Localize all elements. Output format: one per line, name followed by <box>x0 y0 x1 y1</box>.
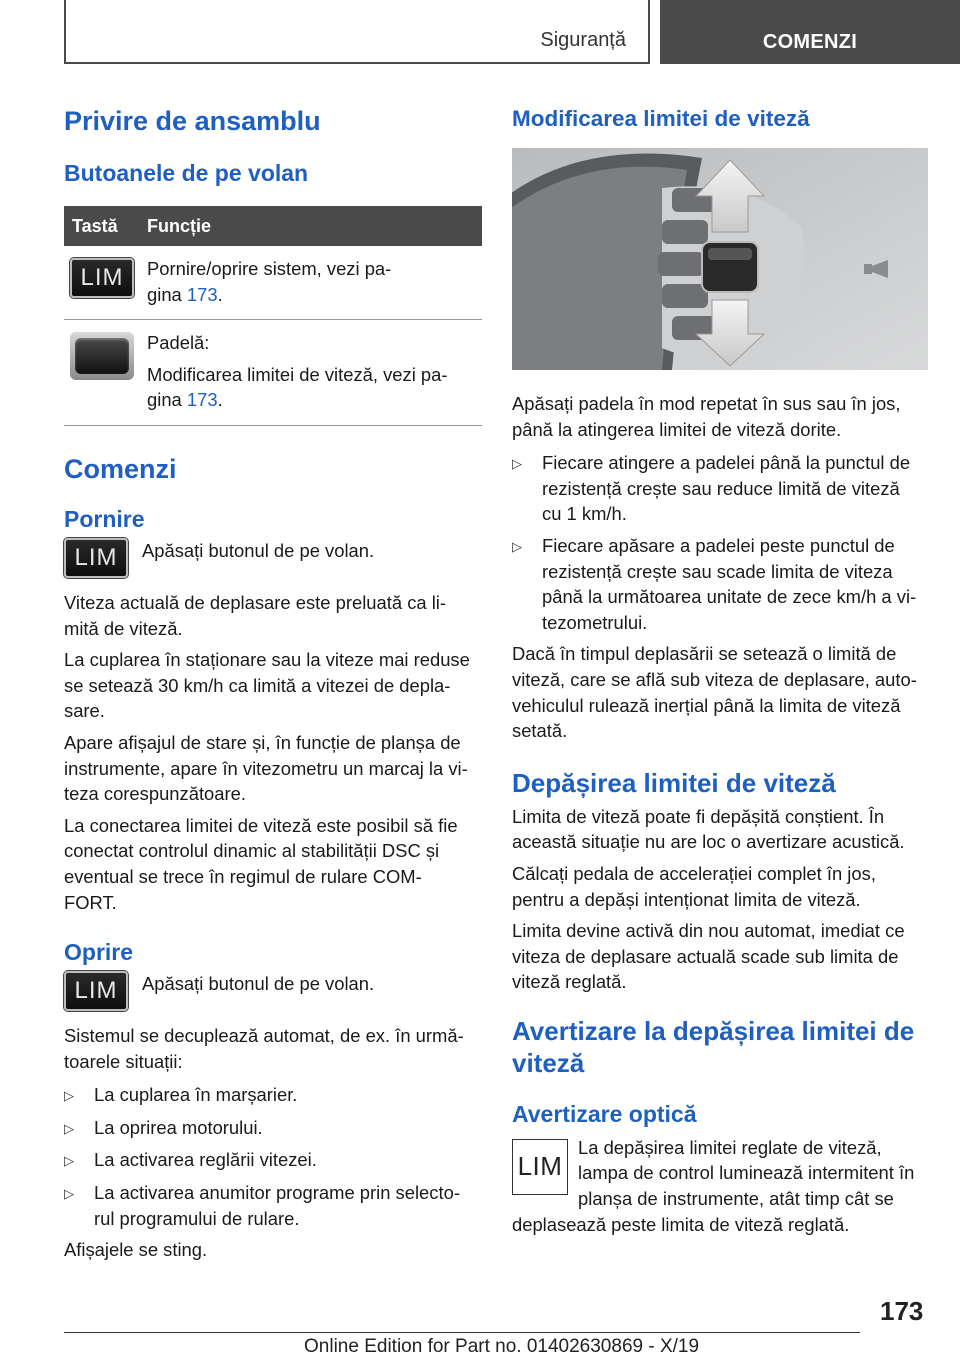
table-row <box>64 320 482 426</box>
stop-bullet-list <box>64 1082 482 1231</box>
page-link[interactable]: 173 <box>186 389 218 411</box>
list-item: ▷ La oprirea motorului. <box>64 1115 482 1142</box>
chapter-title: COMENZI <box>762 31 858 53</box>
heading-optical-warning: Avertizare optică <box>512 1100 697 1127</box>
heading-stop: Oprire <box>64 939 134 966</box>
modify-bullet-list <box>512 450 930 635</box>
page-link[interactable]: 173 <box>186 283 218 305</box>
right-column <box>512 96 930 1237</box>
stop-instruction: Apăsați butonul de pe volan. <box>142 973 375 995</box>
header-section-box <box>64 0 650 64</box>
heading-exceed-limit: Depășirea limitei de viteză <box>512 767 836 798</box>
paragraph: deplasează peste limita de viteză reglată. <box>512 1213 850 1235</box>
paragraph: Viteza actuală de deplasare este preluată ca li- mită de viteză. <box>64 591 447 639</box>
paragraph: Apăsați padela în mod repetat în sus sau în jos, până la atingerea limitei de viteză dorite. <box>512 393 901 440</box>
section-title: Siguranță <box>540 29 626 51</box>
lim-button-icon: LIM <box>70 258 134 298</box>
triangle-bullet-icon: ▷ <box>512 456 522 472</box>
lim-indicator-icon: LIM <box>512 1139 568 1195</box>
table-header-function: Funcție <box>147 215 212 236</box>
footer-edition: Online Edition for Part no. 01402630869 - X/19 <box>304 1336 700 1357</box>
heading-modify-limit: Modificarea limitei de viteză <box>512 106 810 131</box>
list-item: ▷ La cuplarea în marșarier. <box>64 1082 482 1109</box>
triangle-bullet-icon: ▷ <box>64 1088 74 1104</box>
paragraph: Călcați pedala de accelerației complet în jos, pentru a depăși intenționat limita de viteză. <box>512 862 876 910</box>
table-row <box>64 246 482 320</box>
paragraph: Sistemul se decuplează automat, de ex. în urmă- toarele situații: <box>64 1025 464 1072</box>
start-instruction: Apăsați butonul de pe volan. <box>142 539 375 561</box>
triangle-bullet-icon: ▷ <box>64 1120 74 1136</box>
header-chapter-box <box>660 0 960 64</box>
heading-steering-buttons: Butoanele de pe volan <box>64 160 309 186</box>
left-column <box>64 96 482 1263</box>
list-item: ▷ La activarea reglării vitezei. <box>64 1147 482 1174</box>
steering-wheel-paddle-image <box>512 148 928 370</box>
row-label: Padelă: <box>147 332 210 354</box>
paragraph: La depășirea limitei reglate de viteză, lampa de control luminează intermitent în planșa de instrumente, atât timp cât se <box>578 1136 915 1210</box>
row-text: Pornire/oprire sistem, vezi pa- gina 173. <box>147 258 392 305</box>
paddle-icon <box>70 332 134 380</box>
paragraph: Dacă în timpul deplasării se setează o limită de viteză, care se află sub viteza de deplasare, auto- vehiculul rulează inerțial până la limita de viteză setată. <box>512 643 917 742</box>
table-header-key: Tastă <box>72 215 118 236</box>
footer-divider <box>64 1332 860 1333</box>
paragraph: Afișajele se sting. <box>64 1239 208 1261</box>
heading-exceed-warning: Avertizare la depășirea limitei de viteză <box>512 1015 915 1078</box>
triangle-bullet-icon: ▷ <box>64 1186 74 1202</box>
table-header <box>64 206 482 246</box>
buttons-table <box>64 206 482 426</box>
row-text: Modificarea limitei de viteză, vezi pa- gina 173. <box>147 363 448 411</box>
triangle-bullet-icon: ▷ <box>64 1153 74 1169</box>
page-number: 173 <box>880 1296 924 1326</box>
triangle-bullet-icon: ▷ <box>512 538 522 554</box>
paragraph: La cuplarea în staționare sau la viteze mai reduse se setează 30 km/h ca limită a vitezei de depla- sare. <box>64 649 470 722</box>
paragraph: Limita de viteză poate fi depășită conștient. În această situație nu are loc o avertizare acustică. <box>512 805 905 853</box>
paragraph: La conectarea limitei de viteză este posibil să fie conectat controlul dinamic al stabilității DSC și eventual se trece în regimul de rulare COM- FORT. <box>64 814 458 913</box>
heading-controls: Comenzi <box>64 453 177 484</box>
lim-button-icon: LIM <box>64 538 128 578</box>
list-item: ▷ Fiecare atingere a padelei până la punctul de rezistență crește sau reduce limită de viteză cu 1 km/h. <box>512 450 930 527</box>
list-item: ▷ La activarea anumitor programe prin selecto- rul programului de rulare. <box>64 1180 482 1231</box>
heading-overview: Privire de ansamblu <box>64 106 321 136</box>
paragraph: Limita devine activă din nou automat, imediat ce viteza de deplasare actuală scade sub limita de viteză reglată. <box>512 920 905 993</box>
lim-button-icon: LIM <box>64 971 128 1011</box>
list-item: ▷ Fiecare apăsare a padelei peste punctul de rezistență crește sau scade limita de viteza până la următoarea unitate de zece km/h a vi- tezometrului. <box>512 533 930 635</box>
paragraph: Apare afișajul de stare și, în funcție de planșa de instrumente, apare în vitezometru un marcaj la vi- teza corespunzătoare. <box>64 731 468 805</box>
heading-start: Pornire <box>64 505 145 532</box>
